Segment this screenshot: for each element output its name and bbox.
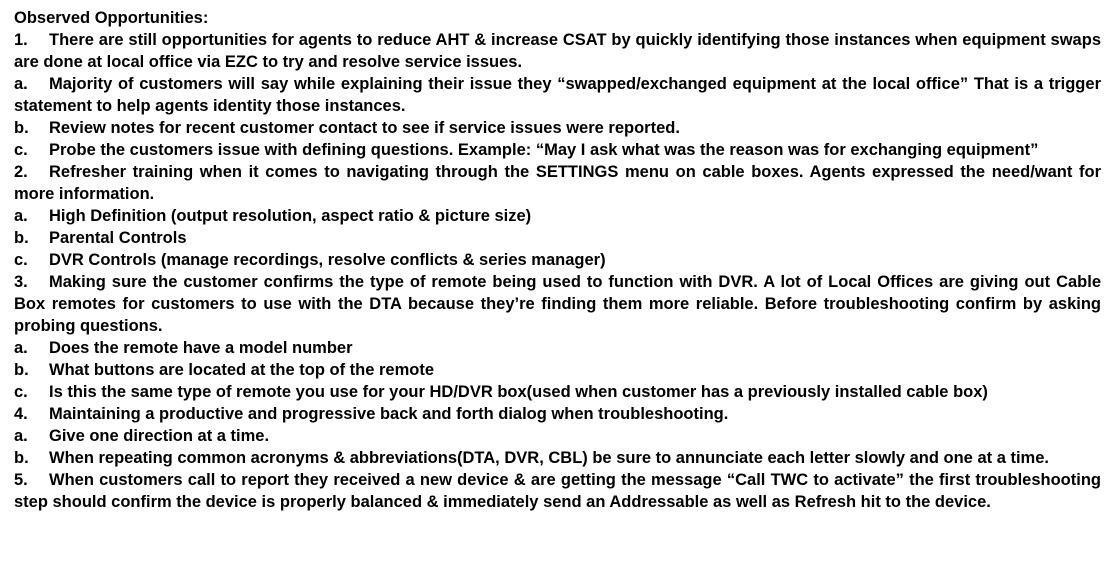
list-marker: 2. <box>14 163 28 181</box>
list-item <box>14 271 1101 337</box>
list-item-text: Maintaining a productive and progressive back and forth dialog when troubleshooting. <box>49 405 729 423</box>
list-item-text: Parental Controls <box>49 229 187 247</box>
list-item <box>14 29 1101 73</box>
list-item <box>14 469 1101 513</box>
list-item <box>14 381 1101 403</box>
list-item <box>14 205 1101 227</box>
list-marker: a. <box>14 427 28 445</box>
list-marker: b. <box>14 361 29 379</box>
list-item <box>14 359 1101 381</box>
list-item <box>14 227 1101 249</box>
list-item <box>14 73 1101 117</box>
list-marker: a. <box>14 339 28 357</box>
list-marker: b. <box>14 119 29 137</box>
list-item <box>14 139 1101 161</box>
list-item <box>14 161 1101 205</box>
list-item <box>14 117 1101 139</box>
list-item-text: High Definition (output resolution, aspect ratio & picture size) <box>49 207 532 225</box>
list-marker: 1. <box>14 31 28 49</box>
list-marker: 3. <box>14 273 28 291</box>
list-item-text: Refresher training when it comes to navigating through the SETTINGS menu on cable boxes. Agents expressed the need/want for more information. <box>14 163 1101 203</box>
list-marker: c. <box>14 141 28 159</box>
list-marker: a. <box>14 75 28 93</box>
list-item-text: Majority of customers will say while explaining their issue they “swapped/exchanged equipment at the local office” That is a trigger statement to help agents identity those instances. <box>14 75 1101 115</box>
list-marker: b. <box>14 449 29 467</box>
list-marker: b. <box>14 229 29 247</box>
list-item-text: When customers call to report they received a new device & are getting the message “Call TWC to activate” the first troubleshooting step should confirm the device is properly balanced & immediately send an Addressable as well as Refresh hit to the device. <box>14 471 1101 511</box>
list-item-text: There are still opportunities for agents to reduce AHT & increase CSAT by quickly identifying those instances when equipment swaps are done at local office via EZC to try and resolve service issues. <box>14 31 1101 71</box>
list-item-text: Making sure the customer confirms the type of remote being used to function with DVR. A lot of Local Offices are giving out Cable Box remotes for customers to use with the DTA because they’re finding them more reliable. Before troubleshooting confirm by asking probing questions. <box>14 273 1101 335</box>
list-item <box>14 447 1101 469</box>
list-item <box>14 337 1101 359</box>
list-marker: 5. <box>14 471 28 489</box>
list-item-text: What buttons are located at the top of the remote <box>49 361 435 379</box>
list-marker: 4. <box>14 405 28 423</box>
list-item-text: Is this the same type of remote you use for your HD/DVR box(used when customer has a previously installed cable box) <box>49 383 988 401</box>
list-marker: a. <box>14 207 28 225</box>
list-item-text: Probe the customers issue with defining questions. Example: “May I ask what was the reason was for exchanging equipment” <box>49 141 1039 159</box>
list-item-text: Review notes for recent customer contact to see if service issues were reported. <box>49 119 680 137</box>
list-marker: c. <box>14 251 28 269</box>
list-item-text: When repeating common acronyms & abbreviations(DTA, DVR, CBL) be sure to annunciate each letter slowly and one at a time. <box>49 449 1049 467</box>
list-item <box>14 425 1101 447</box>
list-item-text: DVR Controls (manage recordings, resolve conflicts & series manager) <box>49 251 606 269</box>
list-item-text: Does the remote have a model number <box>49 339 353 357</box>
list-item-text: Give one direction at a time. <box>49 427 270 445</box>
list-item <box>14 403 1101 425</box>
list-item <box>14 249 1101 271</box>
list-marker: c. <box>14 383 28 401</box>
document-heading: Observed Opportunities: <box>14 9 209 27</box>
